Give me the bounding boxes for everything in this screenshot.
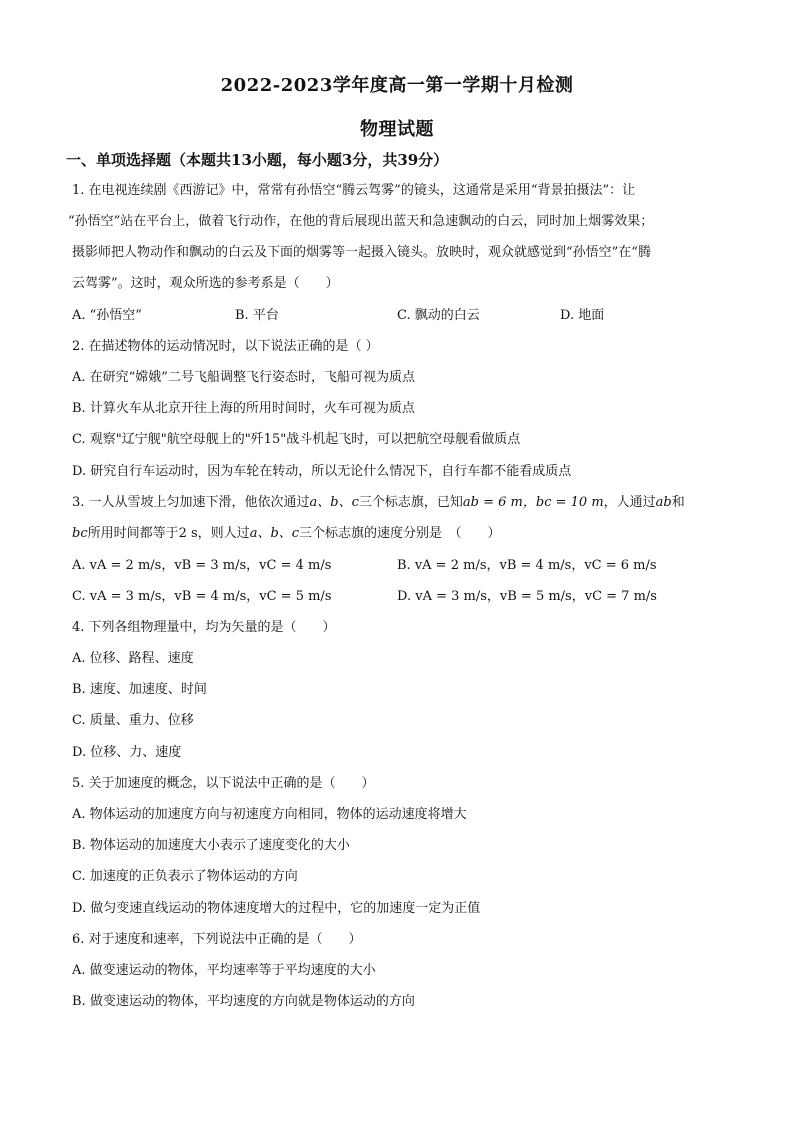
q3-distances: ab = 6 m，bc = 10 m xyxy=(462,495,604,510)
q3-option-d: D. vA = 3 m/s，vB = 5 m/s，vC = 7 m/s xyxy=(397,589,657,604)
exam-title: 2022-2023学年度高一第一学期十月检测 xyxy=(220,75,574,96)
q4-option-d: D. 位移、力、速度 xyxy=(72,745,182,760)
q3-text: 3. 一人从雪坡上匀加速下滑，他依次通过 xyxy=(72,495,310,510)
q1-option-a: A. “孙悟空” xyxy=(72,308,142,323)
q6-option-a: A. 做变速运动的物体，平均速率等于平均速度的大小 xyxy=(72,963,376,978)
q3-option-c: C. vA = 3 m/s，vB = 4 m/s，vC = 5 m/s xyxy=(72,589,332,604)
q3-text: 所用时间都等于2 s，则人过 xyxy=(87,526,250,541)
q3-text: ，人通过 xyxy=(603,495,656,510)
q6-stem: 6. 对于速度和速率，下列说法中正确的是（ ） xyxy=(72,932,362,947)
q3-option-a: A. vA = 2 m/s，vB = 3 m/s，vC = 4 m/s xyxy=(72,558,332,573)
q3-stem-line2 xyxy=(72,524,501,544)
q4-option-a: A. 位移、路程、速度 xyxy=(72,651,194,666)
q5-option-a: A. 物体运动的加速度方向与初速度方向相同，物体的运动速度将增大 xyxy=(72,807,467,822)
q1-option-b: B. 平台 xyxy=(235,308,279,323)
q3-bc: bc xyxy=(72,526,88,541)
q3-flag-labels: a、b、c xyxy=(249,526,300,541)
q1-line: 摄影师把人物动作和飘动的白云及下面的烟雾等一起摄入镜头。放映时，观众就感觉到“孙悟空”在“腾 xyxy=(72,245,651,260)
q3-flag-labels: a、b、c xyxy=(309,495,359,510)
q4-stem: 4. 下列各组物理量中，均为矢量的是（ ） xyxy=(72,620,336,635)
q3-text: 三个标志旗的速度分别是 （ ） xyxy=(299,526,501,541)
q3-option-b: B. vA = 2 m/s，vB = 4 m/s，vC = 6 m/s xyxy=(397,558,657,573)
q5-option-d: D. 做匀变速直线运动的物体速度增大的过程中，它的加速度一定为正值 xyxy=(72,901,481,916)
section-heading: 一、单项选择题（本题共13小题，每小题3分，共39分） xyxy=(66,151,449,169)
q2-stem: 2. 在描述物体的运动情况时，以下说法正确的是（ ） xyxy=(72,339,379,354)
q5-option-c: C. 加速度的正负表示了物体运动的方向 xyxy=(72,869,298,884)
q2-option-b: B. 计算火车从北京开往上海的所用时间时，火车可视为质点 xyxy=(72,401,415,416)
exam-subtitle: 物理试题 xyxy=(360,119,434,140)
q1-option-c: C. 飘动的白云 xyxy=(397,308,480,323)
q1-option-d: D. 地面 xyxy=(560,308,605,323)
q5-option-b: B. 物体运动的加速度大小表示了速度变化的大小 xyxy=(72,838,350,853)
q4-option-b: B. 速度、加速度、时间 xyxy=(72,682,207,697)
q3-stem-line1 xyxy=(72,493,685,513)
q5-stem: 5. 关于加速度的概念，以下说法中正确的是（ ） xyxy=(72,776,375,791)
q3-text: 三个标志旗，已知 xyxy=(358,495,463,510)
q1-line: 1. 在电视连续剧《西游记》中，常常有孙悟空“腾云驾雾”的镜头，这通常是采用“背景拍摄法”：让 xyxy=(72,183,636,198)
q1-line: “孙悟空”站在平台上，做着飞行动作，在他的背后展现出蓝天和急速飘动的白云，同时加上烟雾效果； xyxy=(68,214,654,229)
q4-option-c: C. 质量、重力、位移 xyxy=(72,713,194,728)
q3-ab: ab xyxy=(655,495,672,510)
q2-option-a: A. 在研究“嫦娥”二号飞船调整飞行姿态时，飞船可视为质点 xyxy=(72,370,415,385)
q2-option-c: C. 观察"辽宁舰"航空母舰上的"歼15"战斗机起飞时，可以把航空母舰看做质点 xyxy=(72,432,521,447)
q6-option-b: B. 做变速运动的物体，平均速度的方向就是物体运动的方向 xyxy=(72,994,415,1009)
q3-text: 和 xyxy=(671,495,685,510)
q2-option-d: D. 研究自行车运动时，因为车轮在转动，所以无论什么情况下，自行车都不能看成质点 xyxy=(72,464,572,479)
q1-line: 云驾雾”。这时，观众所选的参考系是（ ） xyxy=(72,276,339,291)
